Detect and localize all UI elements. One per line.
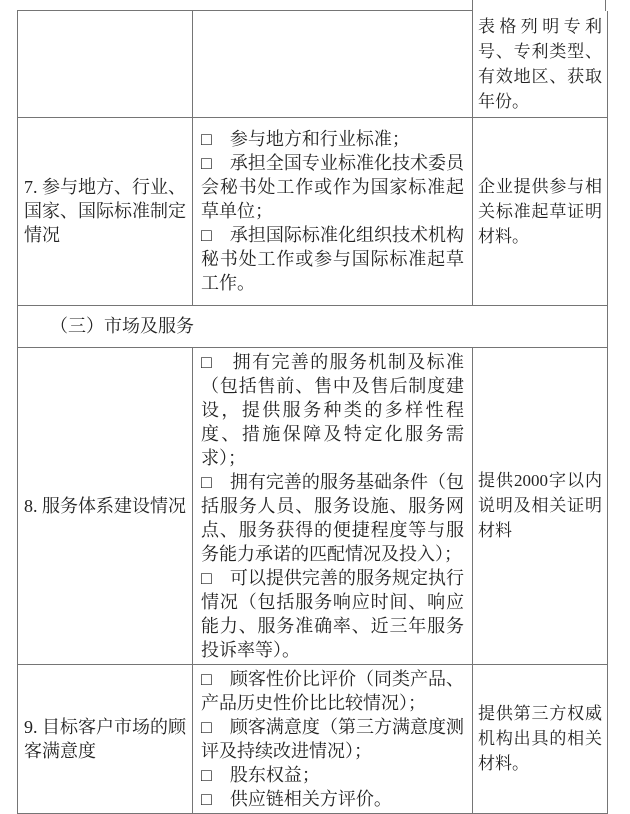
checkbox-icon: □ (201, 668, 212, 689)
requirement-cell: 提供第三方权威机构出具的相关材料。 (473, 664, 608, 813)
checkbox-icon: □ (201, 225, 212, 245)
checkbox-icon: □ (201, 567, 212, 588)
section-header: （三）市场及服务 (18, 305, 608, 347)
empty-cell (193, 11, 473, 118)
criterion-item: □ 股东权益； (201, 764, 320, 785)
checkbox-icon: □ (201, 471, 212, 492)
checkbox-icon: □ (201, 788, 212, 809)
criteria-list (193, 347, 473, 664)
criterion-item: □ 顾客满意度（第三方满意度测评及持续改进情况）； (201, 716, 465, 761)
checkbox-icon: □ (201, 716, 212, 737)
checkbox-icon: □ (201, 351, 214, 372)
criterion-item: □ 可以提供完善的服务规定执行情况（包括服务响应时间、响应能力、服务准确率、近三年服务投诉率等）。 (201, 567, 465, 660)
criterion-item: □ 承担国际标准化组织技术机构秘书处工作或参与国际标准起草工作。 (201, 225, 465, 293)
requirement-cell: 企业提供参与相关标准起草证明材料。 (473, 117, 608, 305)
item-label: 8. 服务体系建设情况 (18, 347, 193, 664)
empty-cell (18, 11, 193, 118)
criterion-item: □ 顾客性价比评价（同类产品、产品历史性价比比较情况）； (201, 668, 465, 713)
requirement-cell: 表格列明专利号、专利类型、有效地区、获取年份。 (473, 11, 608, 118)
evaluation-table (17, 10, 608, 814)
checkbox-icon: □ (201, 764, 212, 785)
item-label: 7. 参与地方、行业、国家、国际标准制定情况 (18, 117, 193, 305)
table-row-item-8 (18, 347, 608, 664)
criterion-item: □ 拥有完善的服务基础条件（包括服务人员、服务设施、服务网点、服务获得的便捷程度等与服务能力承诺的匹配情况及投入）； (201, 471, 465, 564)
table-row-item-7 (18, 117, 608, 305)
criterion-item: □ 拥有完善的服务机制及标准（包括售前、售中及售后制度建设，提供服务种类的多样性程度、措施保障及特定化服务需求）； (201, 351, 465, 468)
table-row-item-9 (18, 664, 608, 813)
table-row-continued (18, 11, 608, 118)
section-header-row (18, 305, 608, 347)
item-label: 9. 目标客户市场的顾客满意度 (18, 664, 193, 813)
checkbox-icon: □ (201, 153, 212, 173)
criterion-item: □ 参与地方和行业标准； (201, 129, 410, 149)
criterion-item: □ 承担全国专业标准化技术委员会秘书处工作或作为国家标准起草单位； (201, 153, 465, 221)
checkbox-icon: □ (201, 129, 212, 149)
requirement-cell: 提供2000字以内说明及相关证明材料 (473, 347, 608, 664)
criterion-item: □ 供应链相关方评价。 (201, 788, 392, 809)
criteria-list (193, 664, 473, 813)
criteria-list (193, 117, 473, 305)
